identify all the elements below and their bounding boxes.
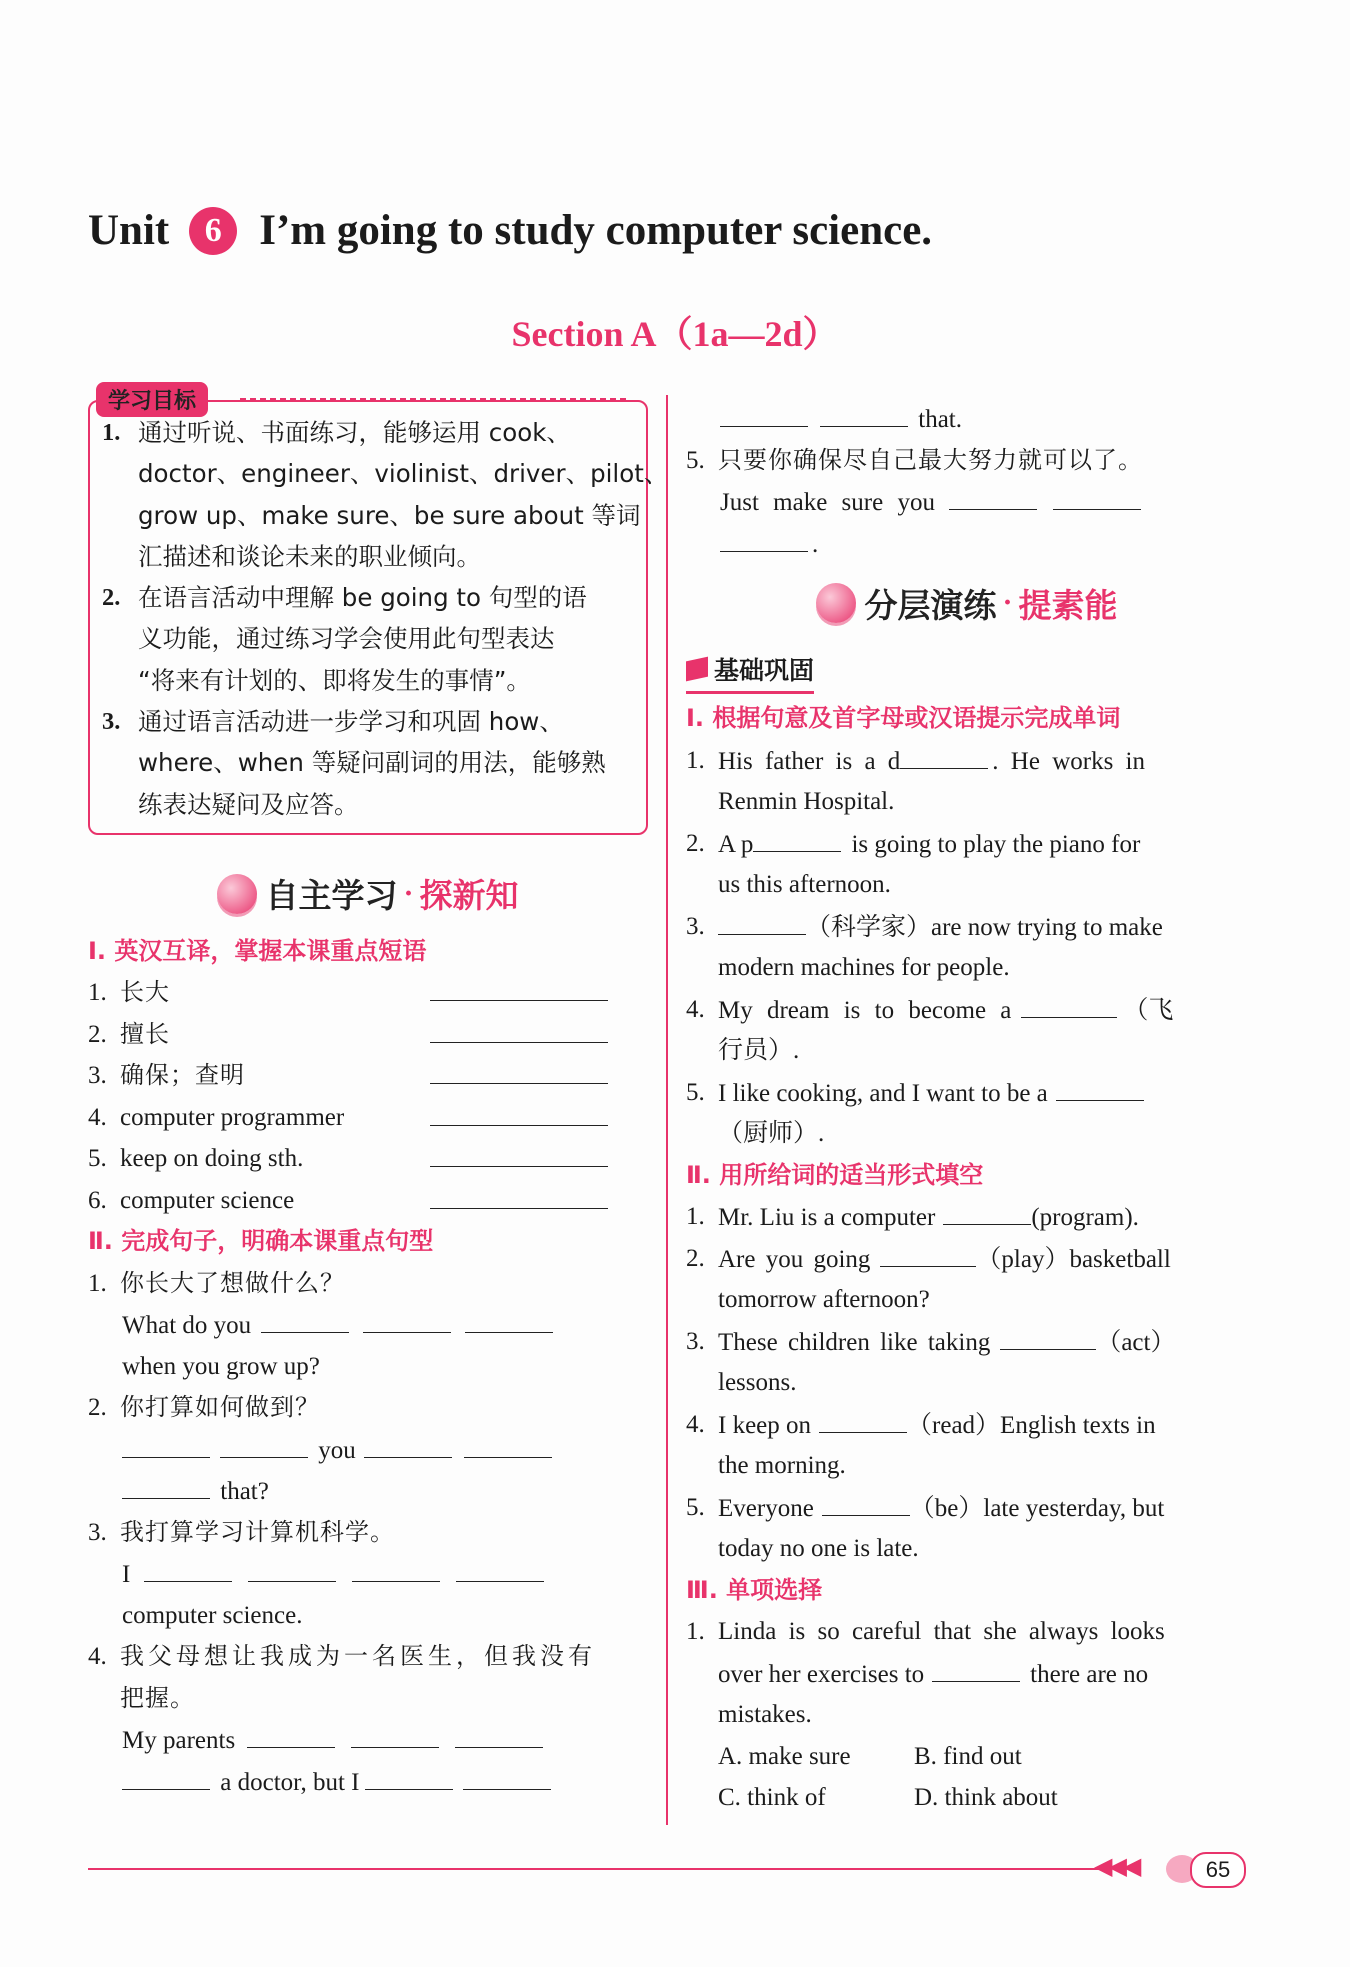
answer-blank[interactable] [122, 1470, 210, 1499]
item-text: keep on doing sth. [120, 1145, 304, 1173]
answer-blank[interactable] [1056, 1072, 1144, 1101]
answer-blank[interactable] [819, 1404, 907, 1433]
learning-goals-box [88, 389, 669, 835]
item-text: （read）English texts in [907, 1411, 1156, 1439]
answer-blank[interactable] [880, 1238, 976, 1267]
answer-blank[interactable] [932, 1653, 1020, 1682]
answer-blank[interactable] [352, 1553, 440, 1582]
answer-blank[interactable] [1021, 989, 1117, 1018]
answer-blank[interactable] [248, 1553, 336, 1582]
unit-heading: I’m going to study computer science. [259, 207, 933, 254]
left-column [88, 389, 669, 1802]
item-text: My dream is to become a [718, 996, 1012, 1024]
goal-text: 练表达疑问及应答。 [138, 789, 359, 819]
item-text: lessons. [718, 1369, 797, 1396]
item-text: Everyone [718, 1494, 814, 1522]
answer-blank[interactable] [220, 1429, 308, 1458]
answer-blank[interactable] [463, 1761, 551, 1790]
item-text: is going to play the piano for [851, 830, 1141, 858]
item-text: computer science [120, 1186, 295, 1214]
item-text: （厨师）. [718, 1120, 825, 1147]
banner-dot: · [1002, 586, 1013, 619]
item-text: the morning. [718, 1452, 846, 1479]
item-text: （act） [1096, 1328, 1176, 1356]
goal-text: where、when 等疑问副词的用法，能够熟 [138, 748, 606, 778]
question-number: 4. [88, 1643, 107, 1671]
answer-blank[interactable] [430, 1097, 608, 1126]
answer-blank[interactable] [122, 1761, 210, 1790]
item-text: . He works in [992, 747, 1146, 775]
item-text: These children like taking [718, 1328, 991, 1356]
unit-number-badge: 6 [189, 207, 237, 255]
item-text: today no one is late. [718, 1535, 919, 1562]
item-text: 行员）. [718, 1037, 800, 1064]
answer-blank[interactable] [1000, 1321, 1096, 1350]
question-number: 5. [686, 446, 705, 474]
item-text: there are no [1030, 1660, 1149, 1688]
unit-word: Unit [88, 207, 170, 254]
answer-blank[interactable] [144, 1553, 232, 1582]
item-number: 4. [686, 1410, 705, 1438]
answer-blank[interactable] [363, 1304, 451, 1333]
question-text: when you grow up? [122, 1352, 320, 1380]
item-text: Are you going [718, 1245, 871, 1273]
question-chinese: 只要你确保尽自己最大努力就可以了。 [718, 445, 1143, 474]
banner-title: 分层演练 [864, 585, 997, 625]
item-number: 3. [686, 912, 705, 940]
question-text: a doctor, but I [220, 1768, 360, 1796]
question-text: you [318, 1436, 356, 1464]
goals-dash-line [240, 398, 626, 400]
self-study-banner [88, 859, 648, 929]
goal-text: 义功能，通过练习学会使用此句型表达 [138, 624, 555, 654]
item-text: （科学家）are now trying to make [806, 913, 1163, 941]
goal-text: 在语言活动中理解 be going to 句型的语 [138, 583, 587, 613]
goal-text: 汇描述和谈论未来的职业倾向。 [138, 541, 481, 571]
item-number: 5. [686, 1493, 705, 1521]
item-number: 3. [686, 1327, 705, 1355]
answer-blank[interactable] [430, 1055, 608, 1084]
answer-blank[interactable] [718, 906, 806, 935]
item-text: A p [718, 830, 754, 858]
footer-rule [88, 1868, 1100, 1870]
banner-ball-icon [217, 874, 257, 914]
option-d[interactable]: D. think about [914, 1784, 1058, 1811]
question-chinese: 把握。 [120, 1683, 195, 1712]
item-text: （飞 [1123, 996, 1174, 1024]
answer-blank[interactable] [247, 1719, 335, 1748]
column-divider [666, 395, 668, 1825]
answer-blank[interactable] [122, 1429, 210, 1458]
item-number: 1. [686, 1618, 705, 1645]
item-text: I like cooking, and I want to be a [718, 1079, 1048, 1107]
goal-text: grow up、make sure、be sure about 等词 [138, 500, 641, 530]
item-number: 1. [686, 1203, 705, 1230]
item-text: modern machines for people. [718, 954, 1010, 981]
question-text: I [122, 1561, 131, 1589]
banner-title: 自主学习 [265, 876, 398, 916]
goal-text: 通过语言活动进一步学习和巩固 how、 [138, 707, 564, 737]
item-number: 2. [686, 1244, 705, 1272]
section-heading: Ⅰ. 根据句意及首字母或汉语提示完成单词 [686, 704, 1121, 732]
section-heading: Ⅰ. 英汉互译，掌握本课重点短语 [88, 936, 427, 965]
goal-number: 2. [102, 584, 121, 612]
question-text: My parents [122, 1727, 236, 1755]
item-text: I keep on [718, 1411, 812, 1439]
item-text: (program). [1031, 1204, 1139, 1231]
question-text: Just make sure you [720, 489, 935, 516]
unit-title [88, 206, 932, 255]
option-c[interactable]: C. think of [718, 1784, 826, 1811]
learning-goals-tag: 学习目标 [96, 382, 208, 417]
answer-blank[interactable] [351, 1719, 439, 1748]
question-number: 2. [88, 1394, 107, 1422]
question-text: computer science. [122, 1601, 303, 1629]
item-number: 1. [686, 746, 705, 774]
question-text: that. [918, 406, 962, 433]
item-number: 4. [88, 1103, 107, 1131]
section-heading: Ⅱ. 用所给词的适当形式填空 [686, 1160, 984, 1189]
answer-blank[interactable] [261, 1304, 349, 1333]
item-text: Renmin Hospital. [718, 788, 895, 815]
item-number: 2. [686, 829, 705, 857]
answer-blank[interactable] [900, 740, 988, 769]
practice-banner [686, 568, 1248, 638]
answer-blank[interactable] [364, 1429, 452, 1458]
item-text: 确保；查明 [120, 1061, 245, 1090]
right-column: that. 5. 只要你确保尽自己最大努力就可以了。 Just make sure you . 分层演练 · 提素能 基础巩固 Ⅰ. 根据句意及首字母或汉语提示完成单词 1. His father is a d . He works in Renmin Hospital. 2. A p is going to play the piano for us this afternoon. 3. （科学家）are now trying to make modern machines for people. 4. My dream is to become a （飞 行员）. 5. I like cooking, and I want to be a （厨师）. Ⅱ. 用所给词的适当形式填空 1. Mr. Liu is a computer (program). 2. Are you going （play）basketball tomorrow afternoon? 3. These children like taking （act） lessons. 4. I keep on （read）English texts in the morning. 5. Everyone （be）late yesterday, but today no one is late. Ⅲ. 单项选择 1. Linda is so careful that she always looks over her exercises to there are no mistakes. A. make sure B. find out C. think of D. think about [686, 398, 1248, 1819]
page-number: 65 [1190, 1852, 1246, 1888]
question-chinese: 你长大了想做什么？ [120, 1268, 345, 1297]
item-number: 5. [88, 1145, 107, 1173]
option-b[interactable]: B. find out [914, 1742, 1022, 1770]
item-number: 4. [686, 995, 705, 1023]
answer-blank[interactable] [430, 1014, 608, 1043]
item-text: His father is a d [718, 747, 901, 775]
answer-blank[interactable] [943, 1196, 1031, 1225]
question-number: 3. [88, 1518, 107, 1546]
answer-blank[interactable] [465, 1304, 553, 1333]
item-text: 擅长 [120, 1019, 170, 1048]
goal-text: “将来有计划的、即将发生的事情”。 [138, 665, 531, 695]
answer-blank[interactable] [822, 1487, 910, 1516]
item-text: us this afternoon. [718, 871, 891, 898]
question-text: What do you [122, 1312, 252, 1340]
banner-ball-icon [816, 583, 856, 623]
item-number: 5. [686, 1078, 705, 1106]
item-text: 长大 [120, 978, 170, 1007]
goal-number: 1. [102, 419, 121, 446]
item-text: （be）late yesterday, but [909, 1494, 1165, 1522]
item-text: Mr. Liu is a computer [718, 1204, 936, 1231]
question-text: that? [220, 1478, 269, 1506]
answer-blank[interactable] [365, 1761, 453, 1790]
answer-blank[interactable] [430, 1138, 608, 1167]
answer-blank[interactable] [753, 823, 841, 852]
answer-blank[interactable] [464, 1429, 552, 1458]
goal-number: 3. [102, 708, 121, 736]
goal-text: doctor、engineer、violinist、driver、pilot、 [138, 459, 669, 489]
answer-blank[interactable] [430, 1180, 608, 1209]
item-text: computer programmer [120, 1103, 345, 1131]
question-chinese: 我打算学习计算机科学。 [120, 1517, 395, 1546]
section-heading: Ⅱ. 完成句子，明确本课重点句型 [88, 1227, 434, 1256]
basics-label: 基础巩固 [714, 656, 815, 685]
basics-subheading [686, 651, 814, 694]
banner-subtitle: 提素能 [1018, 585, 1118, 625]
book-icon [686, 657, 708, 682]
item-text: Linda is so careful that she always looks [718, 1618, 1165, 1645]
item-number: 3. [88, 1062, 107, 1090]
answer-blank[interactable] [820, 398, 908, 427]
answer-blank[interactable] [455, 1719, 543, 1748]
question-number: 1. [88, 1269, 107, 1297]
banner-subtitle: 探新知 [419, 876, 519, 916]
footer-arrows-icon: ◀◀◀ [1094, 1852, 1138, 1880]
section-heading: Ⅲ. 单项选择 [686, 1575, 823, 1604]
item-number: 1. [88, 979, 107, 1007]
question-chinese: 我父母想让我成为一名医生，但我没有 [120, 1642, 596, 1671]
question-chinese: 你打算如何做到？ [120, 1393, 320, 1422]
option-a[interactable]: A. make sure [718, 1742, 851, 1770]
item-text: over her exercises to [718, 1660, 925, 1688]
goal-text: 通过听说、书面练习，能够运用 cook、 [138, 418, 571, 447]
answer-blank[interactable] [720, 398, 808, 427]
answer-blank[interactable] [720, 523, 808, 552]
answer-blank[interactable] [949, 481, 1037, 510]
item-number: 2. [88, 1020, 107, 1048]
item-text: （play）basketball [976, 1245, 1171, 1273]
answer-blank[interactable] [456, 1553, 544, 1582]
answer-blank[interactable] [430, 972, 608, 1001]
item-text: mistakes. [718, 1701, 812, 1728]
item-number: 6. [88, 1186, 107, 1214]
item-text: tomorrow afternoon? [718, 1286, 930, 1313]
answer-blank[interactable] [1053, 481, 1141, 510]
section-title: Section A（1a—2d） [511, 314, 839, 354]
banner-dot: · [403, 876, 414, 910]
